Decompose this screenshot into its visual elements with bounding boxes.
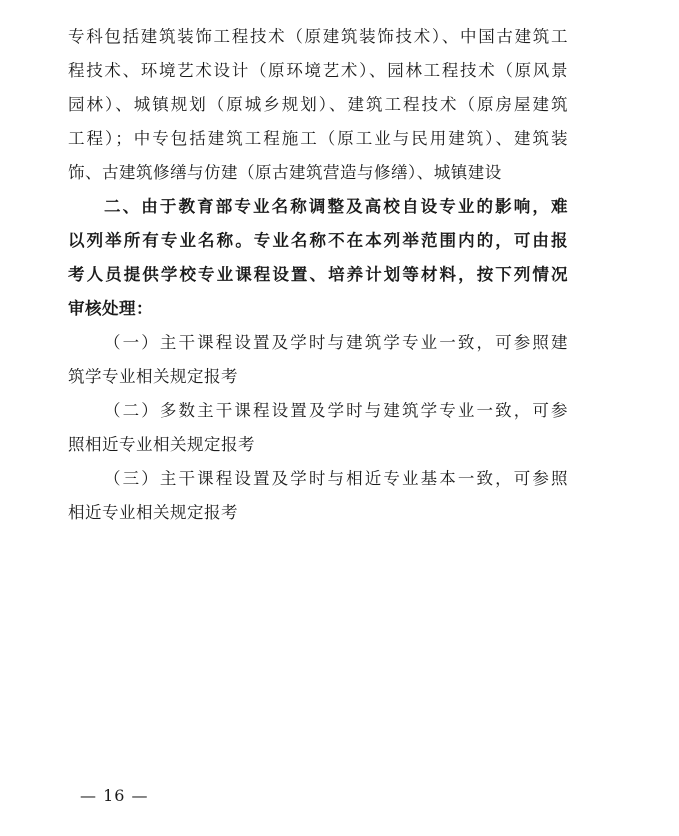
text-line: 照相近专业相关规定报考 — [68, 435, 255, 454]
text-line: 专科包括建筑装饰工程技术（原建筑装饰技术）、中国古建筑工 — [68, 27, 568, 46]
text-line: 园林）、城镇规划（原城乡规划）、建筑工程技术（原房屋建筑 — [68, 95, 568, 114]
text-line: 饰、古建筑修缮与仿建（原古建筑营造与修缮）、城镇建设 — [68, 163, 502, 182]
text-line: （一）主干课程设置及学时与建筑学专业一致，可参照建 — [104, 333, 568, 352]
text-line: 程技术、环境艺术设计（原环境艺术）、园林工程技术（原风景 — [68, 61, 568, 80]
text-line: 以列举所有专业名称。专业名称不在本列举范围内的，可由报 — [68, 231, 568, 250]
page-number: — 16 — — [80, 786, 149, 805]
text-line: 筑学专业相关规定报考 — [68, 367, 238, 386]
text-line: 工程）；中专包括建筑工程施工（原工业与民用建筑）、建筑装 — [68, 129, 568, 148]
text-line: 考人员提供学校专业课程设置、培养计划等材料，按下列情况 — [68, 265, 568, 284]
text-line: 二、由于教育部专业名称调整及高校自设专业的影响，难 — [104, 197, 568, 216]
text-line: （三）主干课程设置及学时与相近专业基本一致，可参照 — [104, 469, 568, 488]
text-line: （二）多数主干课程设置及学时与建筑学专业一致，可参 — [104, 401, 568, 420]
text-line: 相近专业相关规定报考 — [68, 503, 238, 522]
text-line: 审核处理： — [68, 299, 153, 318]
